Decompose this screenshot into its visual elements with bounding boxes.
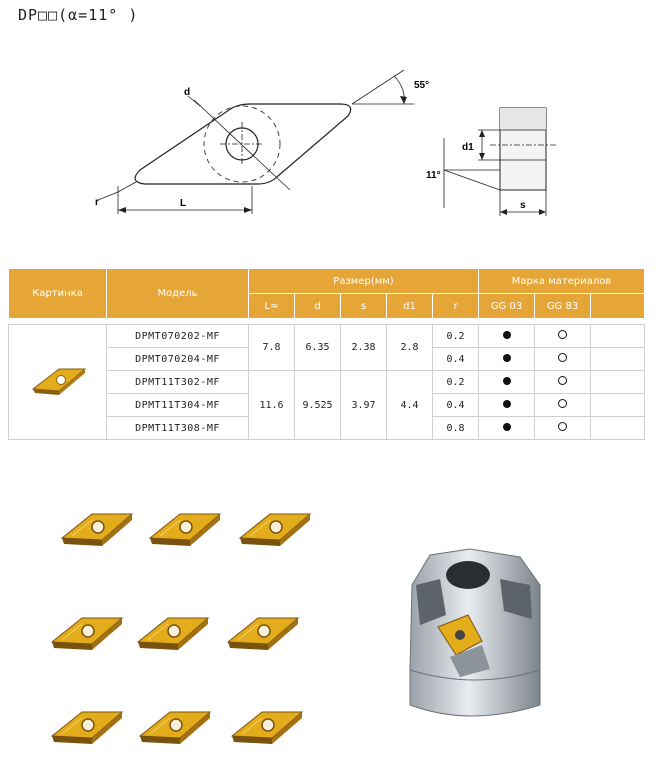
milling-cutter-photo xyxy=(390,545,560,725)
r-cell: 0.2 xyxy=(433,325,479,348)
header-material: Марка материалов xyxy=(479,269,645,294)
r-cell: 0.4 xyxy=(433,394,479,417)
header-gg83: GG 83 xyxy=(535,294,591,319)
d-cell: 6.35 xyxy=(295,325,341,371)
header-d: d xyxy=(295,294,341,319)
label-s: s xyxy=(520,200,526,211)
header-gg03: GG 03 xyxy=(479,294,535,319)
gg83-cell xyxy=(535,348,591,371)
gg83-cell xyxy=(535,394,591,417)
label-angle: 55° xyxy=(414,80,430,91)
insert-photo xyxy=(232,712,302,744)
filled-dot-icon xyxy=(503,400,511,408)
header-d1: d1 xyxy=(387,294,433,319)
page-title: DP□□(α=11° ) xyxy=(18,6,139,24)
empty-cell xyxy=(591,348,645,371)
open-circle-icon xyxy=(558,422,567,431)
gg03-cell xyxy=(479,394,535,417)
gg83-cell xyxy=(535,325,591,348)
insert-photo xyxy=(62,514,132,546)
r-cell: 0.8 xyxy=(433,417,479,440)
model-cell: DPMT11T308-MF xyxy=(107,417,249,440)
insert-photo xyxy=(228,618,298,650)
empty-cell xyxy=(591,371,645,394)
label-clearance: 11° xyxy=(426,170,441,181)
r-cell: 0.2 xyxy=(433,371,479,394)
header-L: L≈ xyxy=(249,294,295,319)
filled-dot-icon xyxy=(503,331,511,339)
gg03-cell xyxy=(479,371,535,394)
gg03-cell xyxy=(479,325,535,348)
filled-dot-icon xyxy=(503,354,511,362)
label-L: L xyxy=(180,198,187,209)
s-cell: 3.97 xyxy=(341,371,387,440)
header-empty xyxy=(591,294,645,319)
r-cell: 0.4 xyxy=(433,348,479,371)
empty-cell xyxy=(591,394,645,417)
model-cell: DPMT070204-MF xyxy=(107,348,249,371)
model-cell: DPMT11T304-MF xyxy=(107,394,249,417)
gg03-cell xyxy=(479,417,535,440)
empty-cell xyxy=(591,325,645,348)
header-model: Модель xyxy=(107,269,249,319)
open-circle-icon xyxy=(558,330,567,339)
filled-dot-icon xyxy=(503,377,511,385)
model-cell: DPMT070202-MF xyxy=(107,325,249,348)
L-cell: 7.8 xyxy=(249,325,295,371)
insert-photo xyxy=(52,712,122,744)
insert-photo xyxy=(140,712,210,744)
open-circle-icon xyxy=(558,376,567,385)
L-cell: 11.6 xyxy=(249,371,295,440)
filled-dot-icon xyxy=(503,423,511,431)
header-size: Размер(мм) xyxy=(249,269,479,294)
label-d: d xyxy=(184,87,191,98)
open-circle-icon xyxy=(558,353,567,362)
d1-cell: 2.8 xyxy=(387,325,433,371)
model-cell: DPMT11T302-MF xyxy=(107,371,249,394)
open-circle-icon xyxy=(558,399,567,408)
header-picture: Картинка xyxy=(9,269,107,319)
insert-photo xyxy=(240,514,310,546)
insert-photo xyxy=(138,618,208,650)
gg03-cell xyxy=(479,348,535,371)
d1-cell: 4.4 xyxy=(387,371,433,440)
header-s: s xyxy=(341,294,387,319)
d-cell: 9.525 xyxy=(295,371,341,440)
empty-cell xyxy=(591,417,645,440)
gg83-cell xyxy=(535,371,591,394)
gg83-cell xyxy=(535,417,591,440)
s-cell: 2.38 xyxy=(341,325,387,371)
insert-photo xyxy=(52,618,122,650)
header-r: r xyxy=(433,294,479,319)
label-d1: d1 xyxy=(462,142,474,153)
label-r: r xyxy=(95,197,99,208)
insert-photo xyxy=(150,514,220,546)
